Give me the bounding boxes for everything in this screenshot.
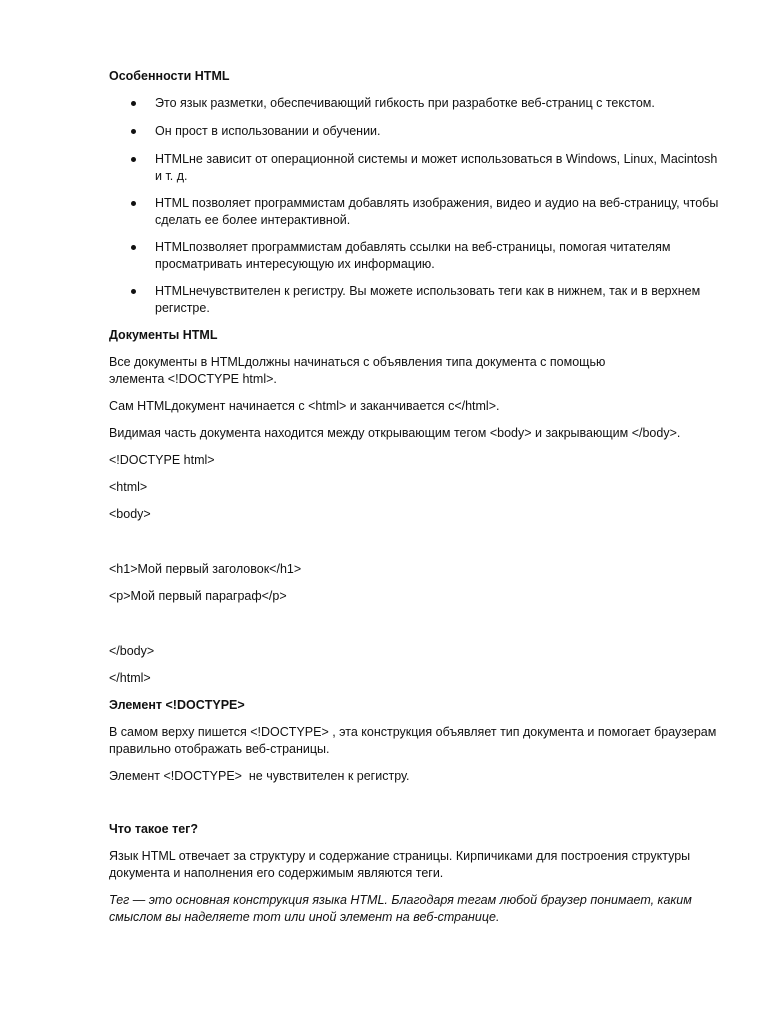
list-item: Это язык разметки, обеспечивающий гибкость при разработке веб-страниц с текстом.: [109, 95, 719, 112]
list-item: Он прост в использовании и обучении.: [109, 123, 719, 140]
code-body-open: <body>: [109, 507, 151, 521]
bullet-icon: [131, 245, 136, 250]
code-h1: <h1>Мой первый заголовок</h1>: [109, 562, 302, 576]
features-list: [109, 95, 719, 317]
tag-paragraph-1: Язык HTML отвечает за структуру и содержание страницы. Кирпичиками для построения структуры документа и наполнения его содержимым являются теги.: [109, 849, 691, 880]
list-item: HTMLпозволяет программистам добавлять ссылки на веб-страницы, помогая читателям просматривать интересующую их информацию.: [109, 239, 719, 273]
doctype-paragraph-2: Элемент <!DOCTYPE> не чувствителен к регистру.: [109, 769, 410, 783]
features-heading: Особенности HTML: [109, 69, 230, 83]
code-p: <p>Мой первый параграф</p>: [109, 589, 287, 603]
list-item: HTMLнечувствителен к регистру. Вы можете использовать теги как в нижнем, так и в верхнем регистре.: [109, 283, 719, 317]
doctype-paragraph-1: В самом верху пишется <!DOCTYPE> , эта конструкция объявляет тип документа и помогает браузерам правильно отображать веб-страницы.: [109, 725, 717, 756]
code-body-close: </body>: [109, 644, 155, 658]
list-item: HTML позволяет программистам добавлять изображения, видео и аудио на веб-страницу, чтобы сделать ее более интерактивной.: [109, 195, 719, 229]
bullet-icon: [131, 289, 136, 294]
list-item: HTMLне зависит от операционной системы и может использоваться в Windows, Linux, Macintosh и т. д.: [109, 151, 719, 185]
tag-heading: Что такое тег?: [109, 822, 198, 836]
document-page: [109, 68, 719, 926]
bullet-icon: [131, 157, 136, 162]
documents-heading: Документы HTML: [109, 328, 218, 342]
code-doctype: <!DOCTYPE html>: [109, 453, 215, 467]
documents-paragraph-3: Видимая часть документа находится между открывающим тегом <body> и закрывающим </body>.: [109, 426, 681, 440]
bullet-icon: [131, 201, 136, 206]
documents-paragraph-2: Сам HTMLдокумент начинается с <html> и заканчивается с</html>.: [109, 399, 500, 413]
tag-paragraph-2: Тег — это основная конструкция языка HTML. Благодаря тегам любой браузер понимает, каким смыслом вы наделяете тот или иной элемент на веб-странице.: [109, 893, 692, 924]
bullet-icon: [131, 129, 136, 134]
documents-paragraph-1: Все документы в HTMLдолжны начинаться с объявления типа документа с помощью элемента <!DOCTYPE html>.: [109, 355, 606, 386]
bullet-icon: [131, 101, 136, 106]
code-html-open: <html>: [109, 480, 148, 494]
doctype-heading: Элемент <!DOCTYPE>: [109, 698, 245, 712]
code-html-close: </html>: [109, 671, 151, 685]
